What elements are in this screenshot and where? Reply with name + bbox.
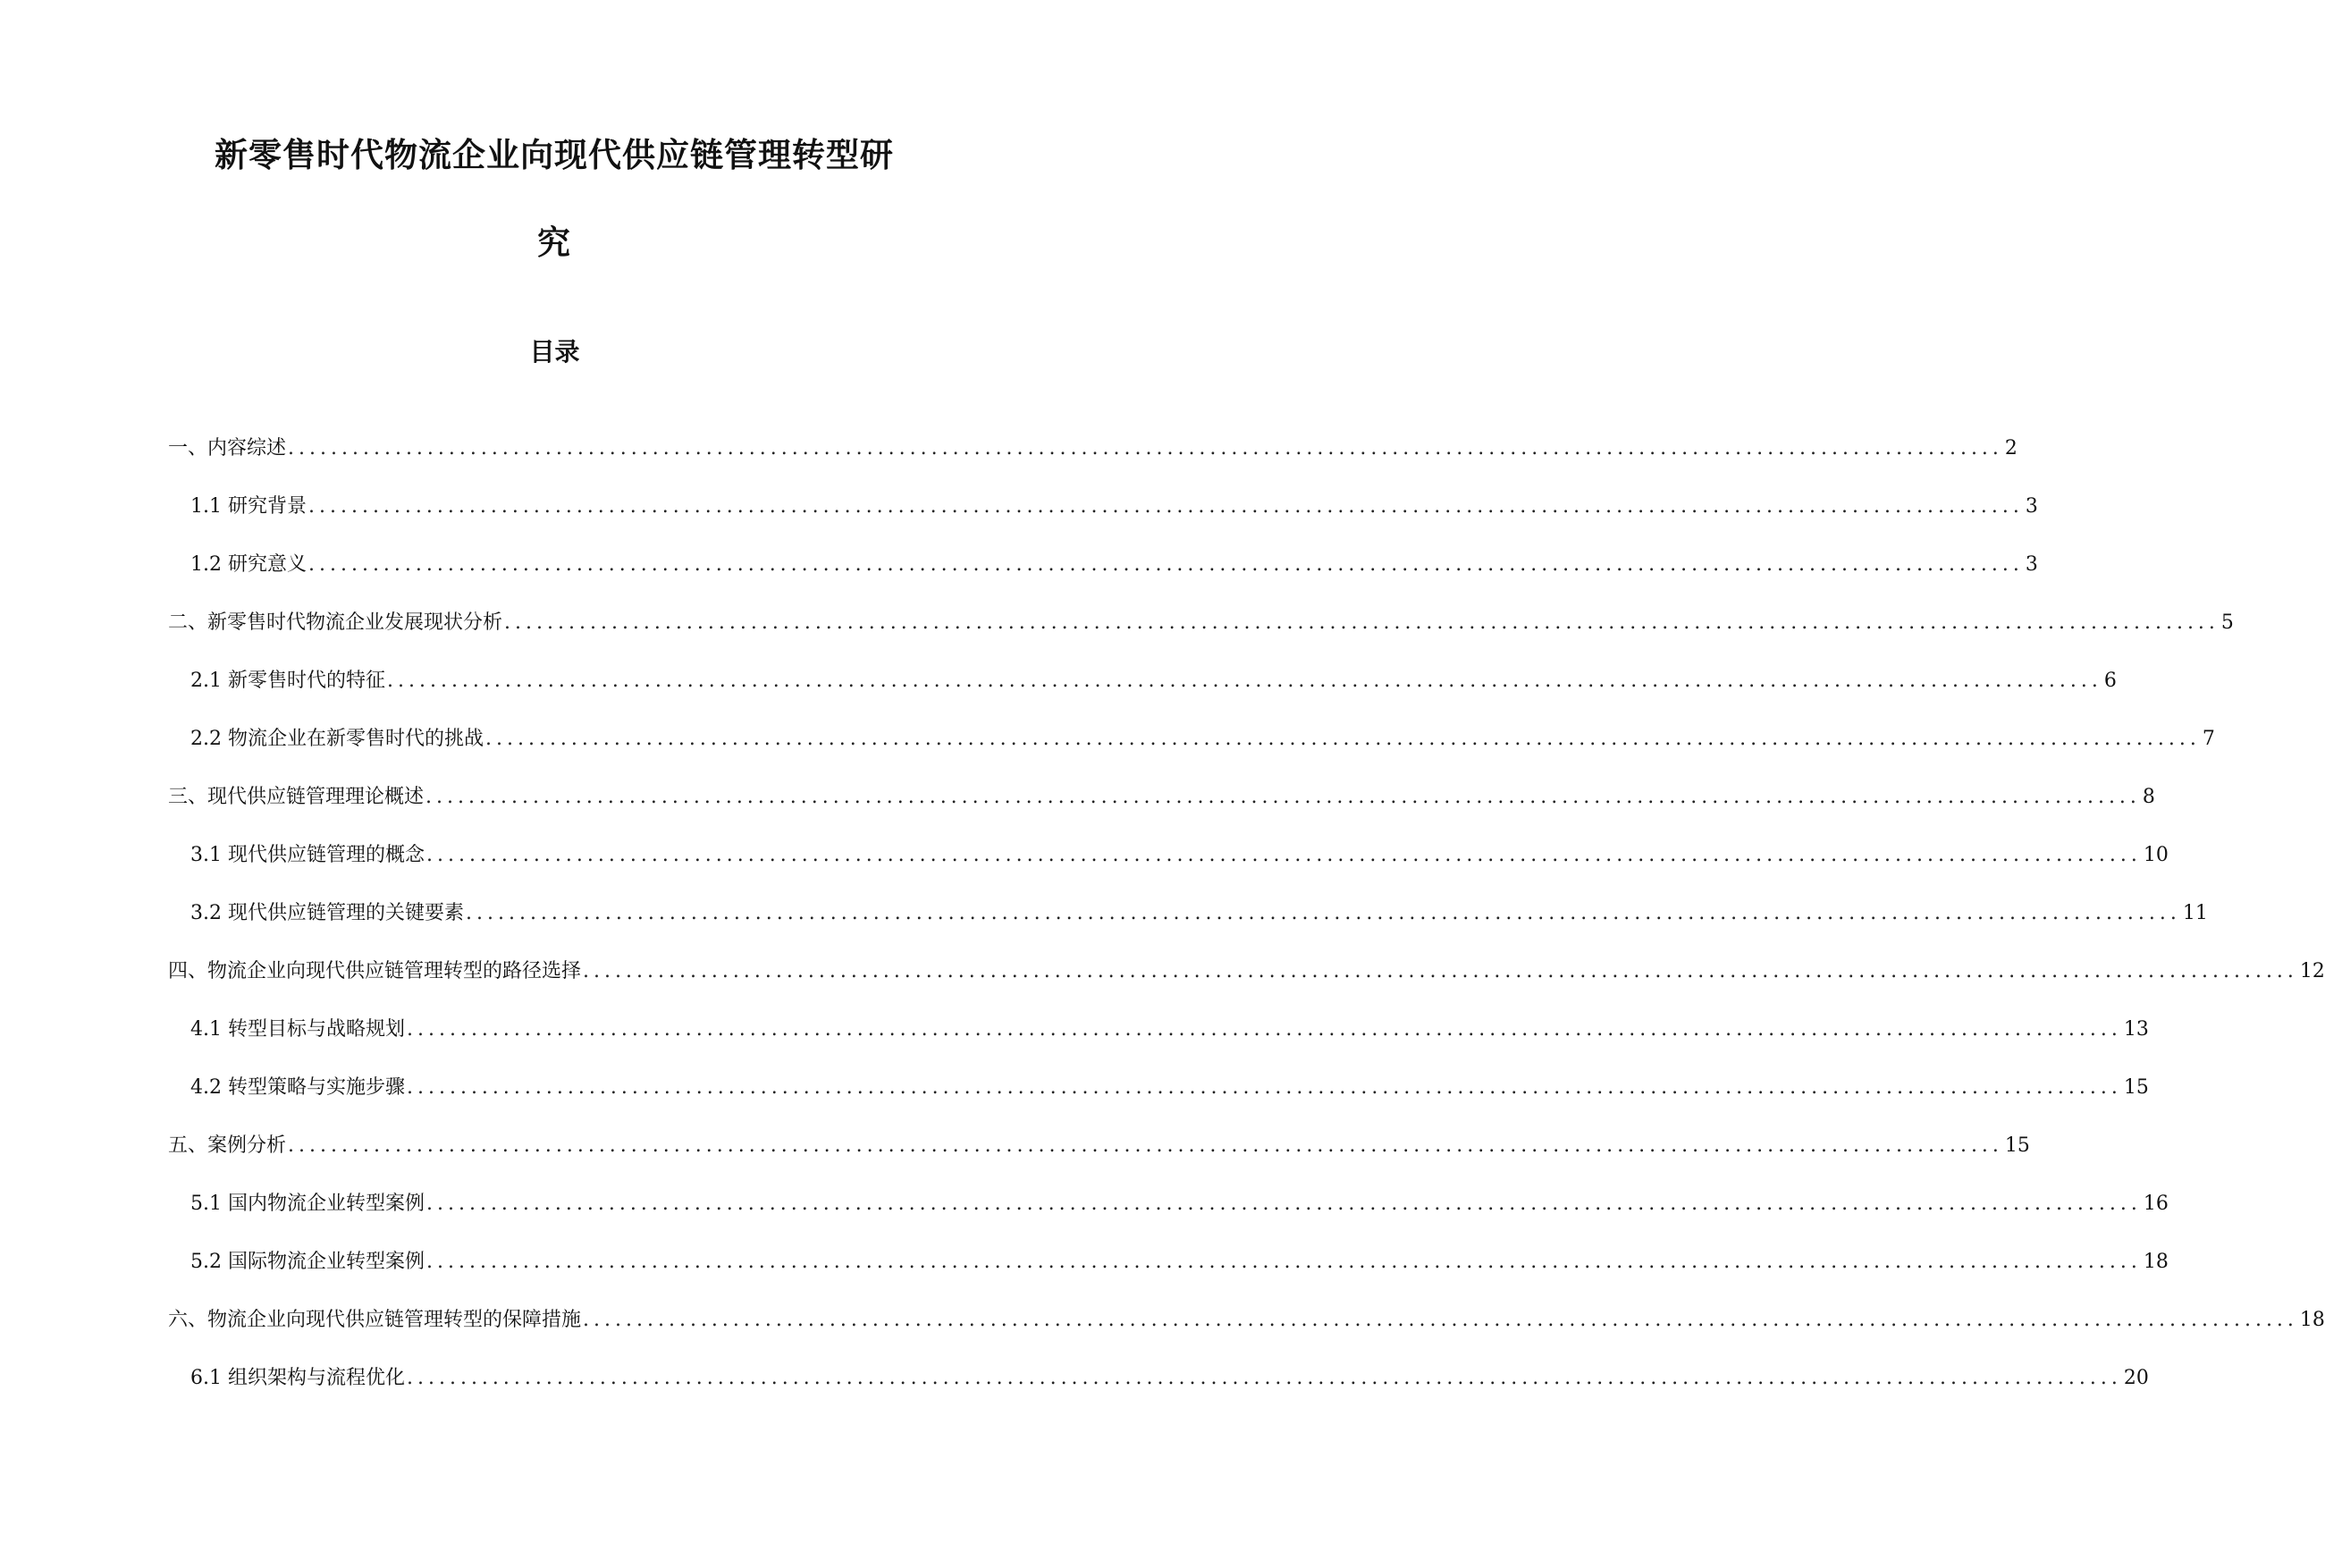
toc-leader-dots: ................................................................................................................................................................ bbox=[425, 786, 2141, 808]
toc-entry-page: 6 bbox=[2103, 670, 2117, 692]
toc-entry[interactable] bbox=[190, 1016, 2149, 1044]
toc-entry-title: 三、现代供应链管理理论概述 bbox=[168, 786, 425, 808]
toc-leader-dots: ................................................................................................................................................................ bbox=[307, 553, 2024, 576]
toc-entry-page: 18 bbox=[2143, 1251, 2169, 1273]
toc-entry-page: 15 bbox=[2123, 1076, 2149, 1099]
toc-entry-title: 四、物流企业向现代供应链管理转型的路径选择 bbox=[168, 960, 582, 982]
toc-entry-title: 5.1 国内物流企业转型案例 bbox=[190, 1193, 425, 1215]
toc-entry-title: 1.2 研究意义 bbox=[190, 553, 307, 576]
toc-entry[interactable] bbox=[190, 551, 2038, 579]
toc-leader-dots: ................................................................................................................................................................ bbox=[307, 495, 2024, 518]
toc-entry-title: 2.2 物流企业在新零售时代的挑战 bbox=[190, 728, 484, 750]
toc-entry-title: 3.1 现代供应链管理的概念 bbox=[190, 844, 425, 866]
toc-entry[interactable] bbox=[190, 725, 2215, 754]
toc-entry[interactable] bbox=[168, 1132, 2030, 1160]
toc-leader-dots: ................................................................................................................................................................ bbox=[288, 437, 2003, 459]
toc-leader-dots: ................................................................................................................................................................ bbox=[425, 844, 2142, 866]
toc-leader-dots: ................................................................................................................................................................ bbox=[425, 1193, 2142, 1215]
toc-leader-dots: ................................................................................................................................................................ bbox=[583, 960, 2298, 982]
toc-leader-dots: ................................................................................................................................................................ bbox=[288, 1134, 2003, 1157]
toc-entry-title: 1.1 研究背景 bbox=[190, 495, 307, 518]
toc-entry-title: 2.1 新零售时代的特征 bbox=[190, 670, 385, 692]
toc-entry-title: 4.1 转型目标与战略规划 bbox=[190, 1018, 405, 1041]
toc-entry[interactable] bbox=[168, 957, 2325, 986]
toc-entry[interactable] bbox=[190, 1190, 2169, 1218]
toc-entry-page: 13 bbox=[2123, 1018, 2149, 1041]
toc-entry-page: 5 bbox=[2220, 611, 2234, 634]
toc-entry-title: 六、物流企业向现代供应链管理转型的保障措施 bbox=[168, 1309, 582, 1331]
toc-leader-dots: ................................................................................................................................................................ bbox=[583, 1309, 2298, 1331]
toc-entry-page: 2 bbox=[2004, 437, 2018, 459]
toc-entry-title: 3.2 现代供应链管理的关键要素 bbox=[190, 902, 464, 924]
toc-entry[interactable] bbox=[168, 783, 2155, 812]
toc-entry-page: 10 bbox=[2143, 844, 2169, 866]
toc-entry[interactable] bbox=[190, 1248, 2169, 1277]
toc-entry[interactable] bbox=[168, 1306, 2325, 1335]
toc-entry-title: 五、案例分析 bbox=[168, 1134, 287, 1157]
document-title-line-1: 新零售时代物流企业向现代供应链管理转型研 bbox=[215, 135, 894, 174]
document-title-line-2: 究 bbox=[537, 223, 571, 262]
toc-entry[interactable] bbox=[190, 493, 2038, 521]
toc-entry-page: 16 bbox=[2143, 1193, 2169, 1215]
toc-entry-title: 5.2 国际物流企业转型案例 bbox=[190, 1251, 425, 1273]
toc-leader-dots: ................................................................................................................................................................ bbox=[465, 902, 2181, 924]
toc-entry[interactable] bbox=[190, 899, 2208, 928]
toc-entry[interactable] bbox=[190, 1074, 2149, 1102]
toc-entry-page: 18 bbox=[2299, 1309, 2325, 1331]
toc-entry[interactable] bbox=[168, 434, 2018, 463]
toc-entry-title: 二、新零售时代物流企业发展现状分析 bbox=[168, 611, 503, 634]
toc-entry-page: 15 bbox=[2004, 1134, 2030, 1157]
toc-leader-dots: ................................................................................................................................................................ bbox=[406, 1018, 2122, 1041]
toc-leader-dots: ................................................................................................................................................................ bbox=[425, 1251, 2142, 1273]
toc-entry-page: 3 bbox=[2025, 495, 2038, 518]
toc-entry[interactable] bbox=[190, 1364, 2149, 1393]
toc-leader-dots: ................................................................................................................................................................ bbox=[406, 1076, 2122, 1099]
toc-heading: 目录 bbox=[529, 337, 580, 367]
toc-entry-title: 一、内容综述 bbox=[168, 437, 287, 459]
toc-entry-title: 4.2 转型策略与实施步骤 bbox=[190, 1076, 405, 1099]
toc-entry[interactable] bbox=[190, 667, 2117, 695]
toc-entry-page: 11 bbox=[2182, 902, 2208, 924]
toc-entry-page: 8 bbox=[2142, 786, 2155, 808]
toc-entry[interactable] bbox=[168, 609, 2234, 637]
toc-entry[interactable] bbox=[190, 841, 2169, 870]
toc-leader-dots: ................................................................................................................................................................ bbox=[504, 611, 2220, 634]
toc-entry-title: 6.1 组织架构与流程优化 bbox=[190, 1367, 405, 1389]
toc-leader-dots: ................................................................................................................................................................ bbox=[406, 1367, 2122, 1389]
toc-entry-page: 12 bbox=[2299, 960, 2325, 982]
toc-entry-page: 3 bbox=[2025, 553, 2038, 576]
toc-leader-dots: ................................................................................................................................................................ bbox=[386, 670, 2102, 692]
toc-leader-dots: ................................................................................................................................................................ bbox=[484, 728, 2201, 750]
toc-entry-page: 7 bbox=[2202, 728, 2215, 750]
toc-entry-page: 20 bbox=[2123, 1367, 2149, 1389]
